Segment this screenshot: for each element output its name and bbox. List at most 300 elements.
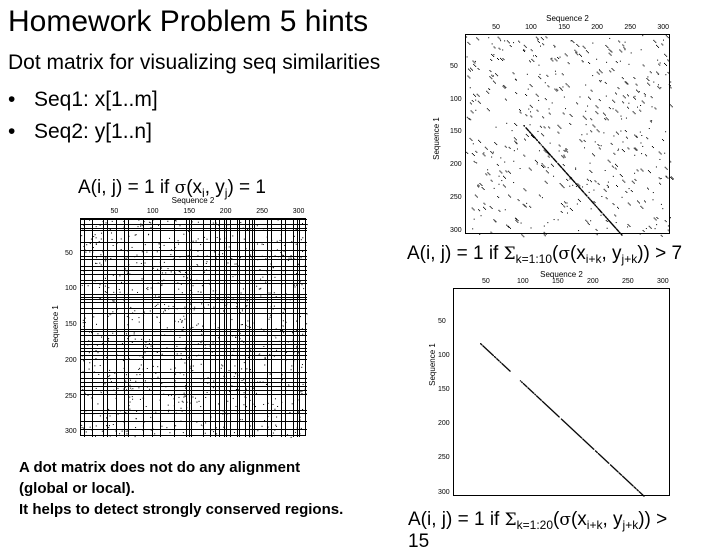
match-dot — [109, 375, 110, 376]
match-dot — [175, 273, 176, 274]
match-dot — [243, 299, 244, 300]
match-dot — [653, 199, 654, 200]
match-dot — [291, 241, 292, 242]
match-dot — [135, 235, 136, 236]
match-dot — [480, 103, 481, 104]
match-dot — [183, 374, 184, 375]
match-dot — [650, 121, 651, 122]
match-dot — [100, 390, 101, 391]
match-dot — [665, 167, 666, 168]
y-tick-label: 250 — [65, 392, 77, 400]
match-dot — [479, 96, 480, 97]
match-dot — [90, 427, 91, 428]
match-dot — [480, 142, 481, 143]
match-dot — [634, 135, 635, 136]
y-tick-label: 100 — [438, 352, 450, 360]
match-dot — [107, 299, 108, 300]
match-dot — [100, 415, 101, 416]
match-dot — [302, 409, 303, 410]
match-dot — [610, 51, 611, 52]
match-row — [81, 228, 307, 229]
match-dot — [243, 379, 244, 380]
match-dot — [235, 406, 236, 407]
match-dot — [583, 116, 584, 117]
match-dot — [300, 281, 301, 282]
match-dot — [485, 147, 486, 148]
match-dot — [542, 38, 543, 39]
match-dot — [198, 238, 199, 239]
match-dot — [572, 116, 573, 117]
match-dot — [184, 302, 185, 303]
match-column — [219, 219, 220, 437]
match-dot — [628, 95, 629, 96]
match-dot — [125, 412, 126, 413]
match-dot — [262, 256, 263, 257]
match-dot — [285, 411, 286, 412]
match-dot — [564, 150, 565, 151]
y-tick-label: 150 — [65, 321, 77, 329]
match-dot — [236, 306, 237, 307]
match-dot — [508, 195, 509, 196]
match-row — [81, 378, 307, 379]
match-dot — [108, 287, 109, 288]
match-dot — [658, 74, 659, 75]
match-dot — [525, 206, 526, 207]
match-dot — [615, 110, 616, 111]
match-dot — [238, 351, 239, 352]
match-dot — [212, 228, 213, 229]
y-tick-label: 150 — [438, 386, 450, 394]
match-dot — [669, 73, 670, 74]
match-dot — [86, 431, 87, 432]
match-dot — [276, 426, 277, 427]
match-dot — [514, 123, 515, 124]
match-dot — [89, 220, 90, 221]
match-dot — [183, 327, 184, 328]
match-dot — [306, 323, 307, 324]
match-dot — [530, 124, 531, 125]
diagonal-dot — [541, 144, 542, 145]
match-dot — [503, 85, 504, 86]
match-dot — [547, 85, 548, 86]
match-dot — [94, 365, 95, 366]
match-dot — [188, 255, 189, 256]
match-dot — [617, 62, 618, 63]
match-dot — [566, 148, 567, 149]
match-dot — [101, 239, 102, 240]
match-dot — [155, 306, 156, 307]
match-dot — [500, 40, 501, 41]
match-dot — [622, 77, 623, 78]
match-dot — [178, 397, 179, 398]
match-dot — [654, 107, 655, 108]
match-dot — [478, 101, 479, 102]
match-dot — [96, 244, 97, 245]
match-dot — [286, 299, 287, 300]
diagonal-dot — [586, 195, 587, 196]
match-dot — [469, 70, 470, 71]
match-dot — [305, 393, 306, 394]
match-dot — [300, 417, 301, 418]
match-dot — [528, 89, 529, 90]
match-dot — [196, 402, 197, 403]
match-dot — [273, 433, 274, 434]
match-dot — [661, 235, 662, 236]
match-dot — [468, 43, 469, 44]
match-dot — [252, 404, 253, 405]
match-dot — [143, 430, 144, 431]
match-dot — [186, 405, 187, 406]
match-dot — [515, 124, 516, 125]
match-dot — [604, 114, 605, 115]
match-dot — [206, 382, 207, 383]
match-dot — [669, 231, 670, 232]
match-row — [81, 355, 307, 356]
match-dot — [301, 257, 302, 258]
match-dot — [585, 220, 586, 221]
match-dot — [593, 154, 594, 155]
match-dot — [619, 49, 620, 50]
match-dot — [152, 224, 153, 225]
match-dot — [105, 421, 106, 422]
match-dot — [625, 191, 626, 192]
match-dot — [215, 323, 216, 324]
match-dot — [490, 77, 491, 78]
match-dot — [263, 330, 264, 331]
match-dot — [474, 155, 475, 156]
match-dot — [515, 79, 516, 80]
match-column — [224, 219, 225, 437]
match-dot — [604, 118, 605, 119]
match-dot — [83, 320, 84, 321]
match-dot — [469, 118, 470, 119]
diagonal-dot — [621, 475, 622, 476]
match-dot — [471, 110, 472, 111]
y-tick-label: 100 — [65, 285, 77, 293]
match-dot — [110, 378, 111, 379]
match-dot — [490, 59, 491, 60]
match-dot — [541, 165, 542, 166]
match-dot — [473, 101, 474, 102]
match-dot — [226, 361, 227, 362]
note-line-3: It helps to detect strongly conserved regions. — [19, 501, 344, 518]
match-dot — [116, 378, 117, 379]
match-dot — [590, 171, 591, 172]
match-dot — [129, 397, 130, 398]
match-dot — [89, 332, 90, 333]
formula-open: ( — [552, 243, 559, 264]
match-dot — [98, 374, 99, 375]
match-dot — [560, 183, 561, 184]
match-dot — [657, 218, 658, 219]
diagonal-dot — [526, 386, 527, 387]
match-dot — [177, 308, 178, 309]
match-dot — [538, 65, 539, 66]
match-dot — [514, 73, 515, 74]
match-dot — [607, 118, 608, 119]
formula-window-20-overflow: 15 — [408, 531, 430, 552]
match-dot — [244, 392, 245, 393]
match-dot — [132, 388, 133, 389]
match-dot — [179, 225, 180, 226]
match-dot — [571, 115, 572, 116]
match-dot — [190, 290, 191, 291]
match-dot — [607, 47, 608, 48]
match-dot — [105, 291, 106, 292]
match-dot — [145, 244, 146, 245]
match-dot — [491, 78, 492, 79]
match-dot — [249, 436, 250, 437]
match-dot — [108, 338, 109, 339]
match-dot — [305, 245, 306, 246]
match-dot — [283, 332, 284, 333]
match-dot — [570, 114, 571, 115]
match-dot — [108, 316, 109, 317]
match-dot — [490, 71, 491, 72]
match-dot — [88, 285, 89, 286]
match-dot — [616, 132, 617, 133]
match-dot — [635, 149, 636, 150]
match-dot — [567, 84, 568, 85]
match-dot — [636, 90, 637, 91]
match-dot — [505, 99, 506, 100]
match-dot — [498, 210, 499, 211]
match-dot — [271, 306, 272, 307]
match-dot — [613, 203, 614, 204]
match-dot — [171, 271, 172, 272]
match-dot — [113, 245, 114, 246]
match-dot — [183, 397, 184, 398]
formula-x: (x — [569, 243, 586, 264]
match-dot — [615, 164, 616, 165]
match-dot — [476, 162, 477, 163]
match-dot — [132, 247, 133, 248]
match-dot — [609, 70, 610, 71]
match-dot — [177, 353, 178, 354]
match-dot — [200, 244, 201, 245]
match-dot — [103, 221, 104, 222]
match-dot — [569, 86, 570, 87]
match-dot — [134, 310, 135, 311]
match-dot — [635, 113, 636, 114]
match-dot — [504, 40, 505, 41]
match-dot — [665, 55, 666, 56]
match-dot — [237, 375, 238, 376]
match-dot — [99, 287, 100, 288]
match-dot — [626, 131, 627, 132]
match-dot — [670, 82, 671, 83]
match-dot — [523, 236, 524, 237]
match-dot — [85, 252, 86, 253]
match-dot — [627, 226, 628, 227]
match-dot — [129, 409, 130, 410]
match-column — [267, 219, 268, 437]
match-dot — [668, 225, 669, 226]
match-dot — [239, 271, 240, 272]
match-dot — [183, 402, 184, 403]
match-dot — [491, 157, 492, 158]
match-dot — [628, 225, 629, 226]
match-dot — [583, 46, 584, 47]
match-dot — [83, 428, 84, 429]
match-dot — [662, 236, 663, 237]
diagonal-dot — [635, 488, 636, 489]
match-dot — [498, 37, 499, 38]
match-dot — [570, 124, 571, 125]
match-dot — [185, 388, 186, 389]
match-dot — [113, 424, 114, 425]
match-dot — [278, 220, 279, 221]
match-dot — [658, 84, 659, 85]
match-dot — [93, 247, 94, 248]
match-row — [81, 250, 307, 251]
match-dot — [478, 140, 479, 141]
match-dot — [287, 434, 288, 435]
match-dot — [569, 63, 570, 64]
match-dot — [518, 41, 519, 42]
match-dot — [586, 221, 587, 222]
match-column — [226, 219, 227, 437]
match-dot — [227, 413, 228, 414]
match-dot — [503, 176, 504, 177]
y-tick-label: 200 — [450, 161, 462, 169]
match-dot — [611, 68, 612, 69]
match-dot — [161, 355, 162, 356]
formula-y-sub: j+k — [622, 518, 639, 532]
match-dot — [566, 83, 567, 84]
match-dot — [596, 233, 597, 234]
match-dot — [530, 169, 531, 170]
match-dot — [235, 274, 236, 275]
match-dot — [580, 55, 581, 56]
match-dot — [628, 148, 629, 149]
match-dot — [243, 342, 244, 343]
match-dot — [224, 383, 225, 384]
match-dot — [81, 425, 82, 426]
match-dot — [206, 270, 207, 271]
match-dot — [249, 352, 250, 353]
dot-plot-window-20 — [425, 270, 670, 500]
match-dot — [305, 389, 306, 390]
match-dot — [472, 111, 473, 112]
match-dot — [657, 60, 658, 61]
formula-window-10 — [407, 242, 682, 271]
match-dot — [298, 264, 299, 265]
match-dot — [610, 108, 611, 109]
match-dot — [240, 257, 241, 258]
match-dot — [663, 140, 664, 141]
match-dot — [468, 69, 469, 70]
match-dot — [295, 308, 296, 309]
match-dot — [162, 283, 163, 284]
match-dot — [174, 321, 175, 322]
match-dot — [93, 316, 94, 317]
match-dot — [176, 220, 177, 221]
match-column — [143, 219, 144, 437]
match-dot — [171, 249, 172, 250]
match-dot — [613, 167, 614, 168]
match-dot — [270, 315, 271, 316]
formula-y-sub: j — [224, 186, 228, 200]
match-dot — [470, 68, 471, 69]
match-dot — [190, 368, 191, 369]
formula-mid: , y — [602, 509, 623, 530]
match-dot — [303, 288, 304, 289]
match-dot — [302, 391, 303, 392]
match-dot — [267, 416, 268, 417]
diagonal-dot — [520, 380, 521, 381]
match-dot — [136, 411, 137, 412]
match-dot — [157, 269, 158, 270]
match-dot — [164, 245, 165, 246]
match-dot — [105, 286, 106, 287]
match-dot — [488, 88, 489, 89]
match-dot — [234, 432, 235, 433]
match-dot — [110, 314, 111, 315]
match-dot — [213, 431, 214, 432]
match-dot — [527, 135, 528, 136]
match-dot — [135, 436, 136, 437]
match-dot — [472, 61, 473, 62]
match-dot — [646, 155, 647, 156]
diagonal-dot — [500, 362, 501, 363]
y-tick-label: 300 — [438, 488, 450, 496]
formula-suffix: )) > — [638, 509, 668, 530]
match-dot — [147, 289, 148, 290]
match-dot — [600, 70, 601, 71]
match-dot — [106, 425, 107, 426]
y-tick-label: 50 — [65, 249, 73, 257]
match-dot — [139, 368, 140, 369]
match-dot — [132, 289, 133, 290]
match-column — [230, 219, 231, 437]
match-dot — [508, 171, 509, 172]
match-dot — [585, 111, 586, 112]
match-dot — [625, 42, 626, 43]
match-dot — [671, 87, 672, 88]
match-dot — [275, 425, 276, 426]
match-dot — [201, 334, 202, 335]
match-dot — [197, 255, 198, 256]
match-dot — [298, 412, 299, 413]
match-dot — [106, 222, 107, 223]
match-dot — [270, 250, 271, 251]
match-dot — [590, 180, 591, 181]
match-dot — [509, 42, 510, 43]
match-dot — [656, 217, 657, 218]
match-dot — [294, 285, 295, 286]
match-dot — [531, 85, 532, 86]
match-dot — [226, 250, 227, 251]
match-dot — [502, 60, 503, 61]
match-dot — [218, 225, 219, 226]
match-dot — [575, 168, 576, 169]
match-dot — [83, 371, 84, 372]
match-dot — [648, 170, 649, 171]
match-dot — [289, 386, 290, 387]
match-dot — [483, 207, 484, 208]
match-dot — [579, 54, 580, 55]
match-dot — [205, 345, 206, 346]
match-dot — [641, 169, 642, 170]
match-dot — [545, 127, 546, 128]
match-dot — [196, 280, 197, 281]
match-dot — [667, 36, 668, 37]
match-dot — [91, 332, 92, 333]
match-dot — [611, 143, 612, 144]
match-dot — [659, 159, 660, 160]
match-dot — [151, 346, 152, 347]
